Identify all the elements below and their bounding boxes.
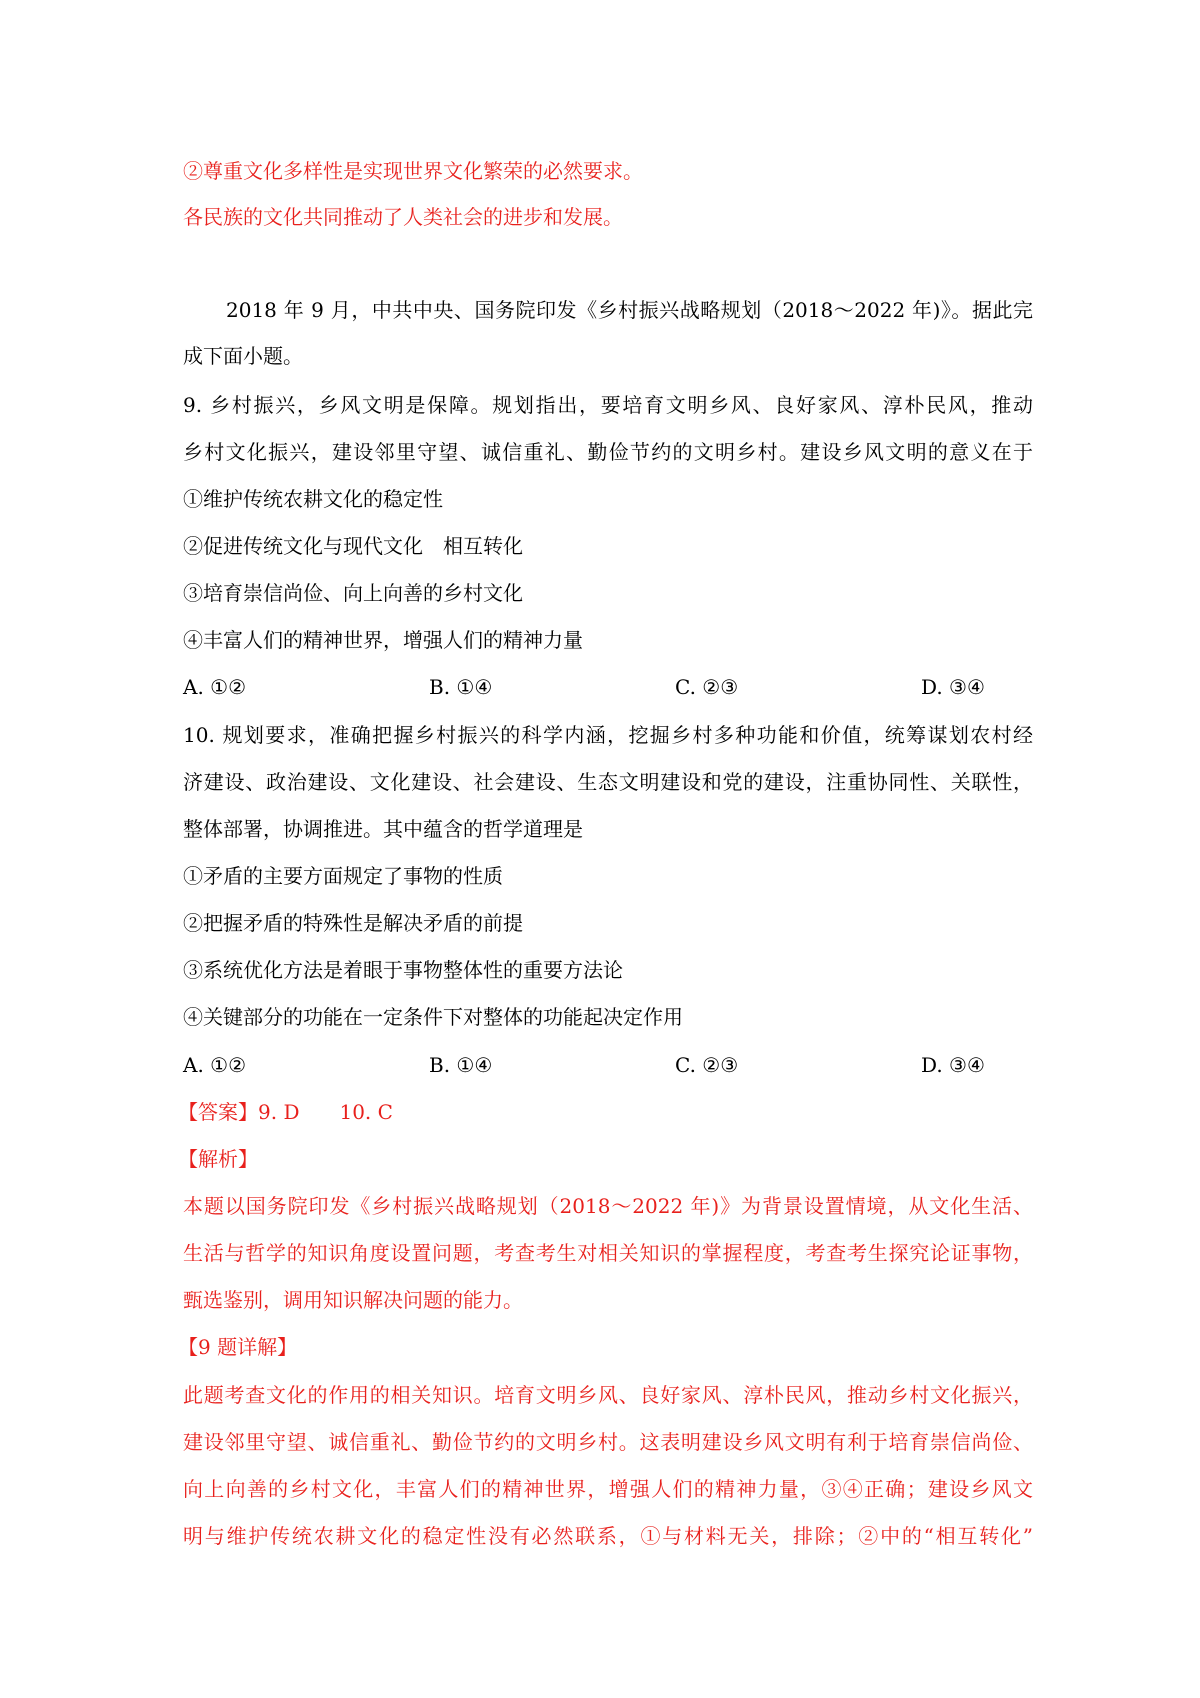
q9-options <box>183 672 1043 702</box>
detail9-line: 明与维护传统农耕文化的稳定性没有必然联系，①与材料无关，排除；②中的“相互转化” <box>183 1524 1033 1548</box>
q10-options <box>183 1050 1043 1080</box>
q10-stem: 10. 规划要求，准确把握乡村振兴的科学内涵，挖掘乡村多种功能和价值，统筹谋划农村经 <box>183 723 1033 747</box>
detail9-line: 向上向善的乡村文化，丰富人们的精神世界，增强人们的精神力量，③④正确；建设乡风文 <box>183 1477 1033 1501</box>
q9-option-b[interactable]: B. ①④ <box>429 675 493 699</box>
answer-line <box>178 1097 1028 1127</box>
q10-stem: 整体部署，协调推进。其中蕴含的哲学道理是 <box>183 817 583 841</box>
note-line: 各民族的文化共同推动了人类社会的进步和发展。 <box>183 205 623 229</box>
q10-option-b[interactable]: B. ①④ <box>429 1053 493 1077</box>
note-line: ②尊重文化多样性是实现世界文化繁荣的必然要求。 <box>183 159 643 183</box>
q10-option-d[interactable]: D. ③④ <box>921 1053 985 1077</box>
q9-item: ③培育崇信尚俭、向上向善的乡村文化 <box>183 581 523 605</box>
q10-item: ③系统优化方法是着眼于事物整体性的重要方法论 <box>183 958 623 982</box>
q9-item: ①维护传统农耕文化的稳定性 <box>183 487 443 511</box>
q9-stem: 9. 乡村振兴，乡风文明是保障。规划指出，要培育文明乡风、良好家风、淳朴民风，推动 <box>183 393 1033 417</box>
q9-option-c[interactable]: C. ②③ <box>675 675 739 699</box>
q9-item: ④丰富人们的精神世界，增强人们的精神力量 <box>183 628 583 652</box>
intro-line: 成下面小题。 <box>183 344 303 368</box>
analysis-line: 生活与哲学的知识角度设置问题，考查考生对相关知识的掌握程度，考查考生探究论证事物， <box>183 1241 1033 1265</box>
q10-option-c[interactable]: C. ②③ <box>675 1053 739 1077</box>
q10-item: ②把握矛盾的特殊性是解决矛盾的前提 <box>183 911 523 935</box>
intro-line: 2018 年 9 月，中共中央、国务院印发《乡村振兴战略规划（2018～2022 年)》。据此完 <box>226 298 1033 322</box>
answer-text: 9. D 10. C <box>258 1100 393 1124</box>
q10-item: ①矛盾的主要方面规定了事物的性质 <box>183 864 503 888</box>
q10-item: ④关键部分的功能在一定条件下对整体的功能起决定作用 <box>183 1005 683 1029</box>
q9-option-d[interactable]: D. ③④ <box>921 675 985 699</box>
q9-stem: 乡村文化振兴，建设邻里守望、诚信重礼、勤俭节约的文明乡村。建设乡风文明的意义在于 <box>183 440 1033 464</box>
analysis-line: 本题以国务院印发《乡村振兴战略规划（2018～2022 年)》为背景设置情境，从文化生活、 <box>183 1194 1033 1218</box>
q10-stem: 济建设、政治建设、文化建设、社会建设、生态文明建设和党的建设，注重协同性、关联性， <box>183 770 1033 794</box>
detail9-line: 建设邻里守望、诚信重礼、勤俭节约的文明乡村。这表明建设乡风文明有利于培育崇信尚俭、 <box>183 1430 1033 1454</box>
q9-item: ②促进传统文化与现代文化 相互转化 <box>183 534 523 558</box>
analysis-label: 【解析】 <box>178 1147 258 1171</box>
q9-option-a[interactable]: A. ①② <box>183 675 247 699</box>
detail9-line: 此题考查文化的作用的相关知识。培育文明乡风、良好家风、淳朴民风，推动乡村文化振兴， <box>183 1383 1033 1407</box>
detail9-label: 【9 题详解】 <box>178 1335 298 1359</box>
q10-option-a[interactable]: A. ①② <box>183 1053 247 1077</box>
answer-label: 【答案】 <box>178 1100 258 1124</box>
analysis-line: 甄选鉴别，调用知识解决问题的能力。 <box>183 1288 523 1312</box>
